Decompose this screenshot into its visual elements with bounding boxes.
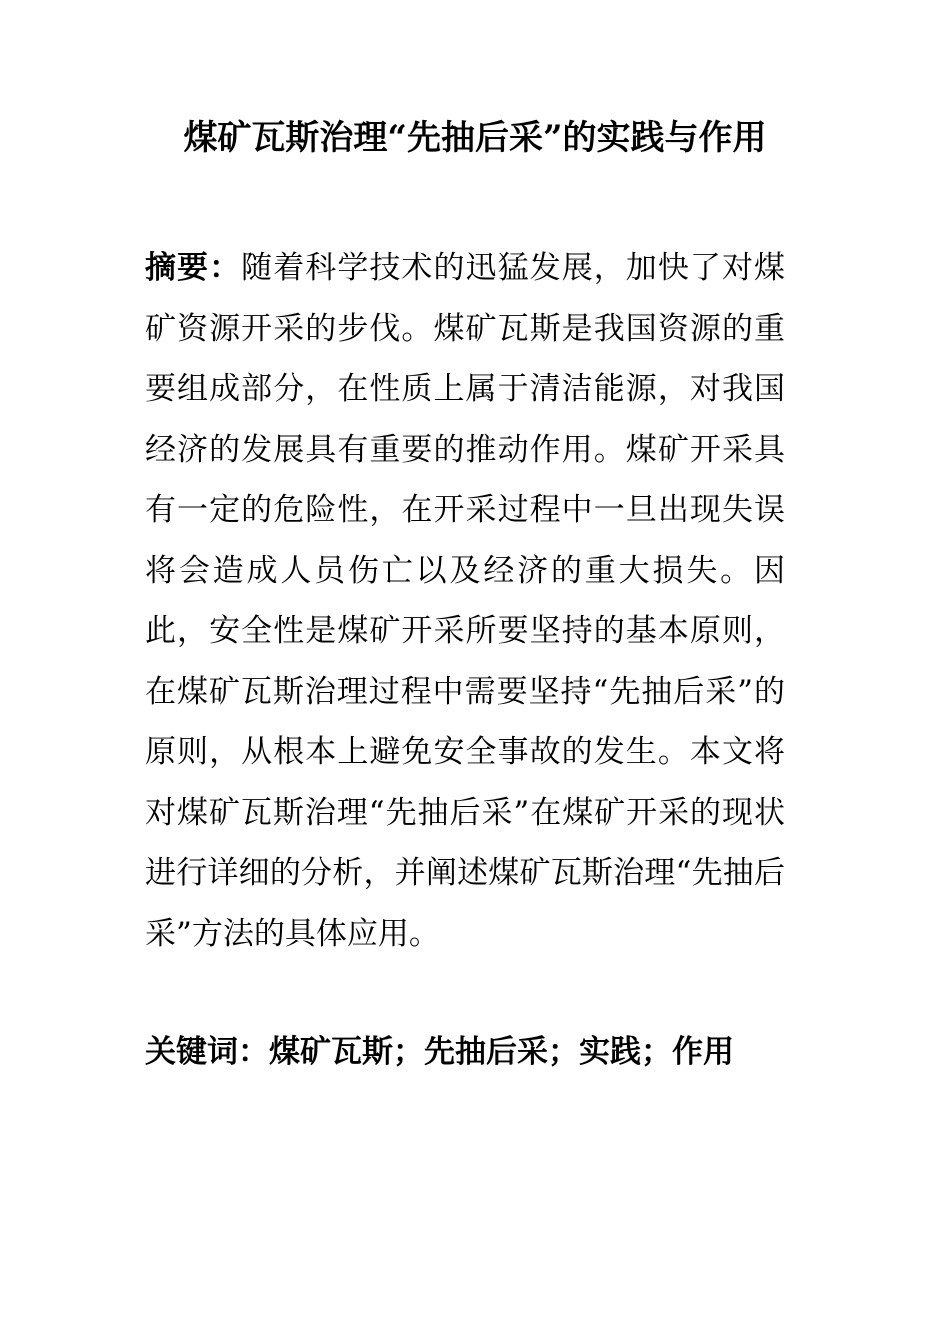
document-title: 煤矿瓦斯治理“先抽后采”的实践与作用 <box>183 118 767 158</box>
abstract-label: 摘要： <box>145 250 242 286</box>
abstract-paragraph <box>145 238 785 964</box>
keywords-label: 关键词： <box>145 1034 269 1070</box>
keywords-text: 煤矿瓦斯；先抽后采；实践；作用 <box>269 1034 734 1070</box>
abstract-text: 随着科学技术的迅猛发展，加快了对煤矿资源开采的步伐。煤矿瓦斯是我国资源的重要组成部分，在性质上属于清洁能源，对我国经济的发展具有重要的推动作用。煤矿开采具有一定的危险性，在开采过程中一旦出现失误将会造成人员伤亡以及经济的重大损失。因此，安全性是煤矿开采所要坚持的基本原则，在煤矿瓦斯治理过程中需要坚持“先抽后采”的原则，从根本上避免安全事故的发生。本文将对煤矿瓦斯治理“先抽后采”在煤矿开采的现状进行详细的分析，并阐述煤矿瓦斯治理“先抽后采”方法的具体应用。 <box>145 250 786 952</box>
keywords-paragraph <box>145 1022 785 1083</box>
